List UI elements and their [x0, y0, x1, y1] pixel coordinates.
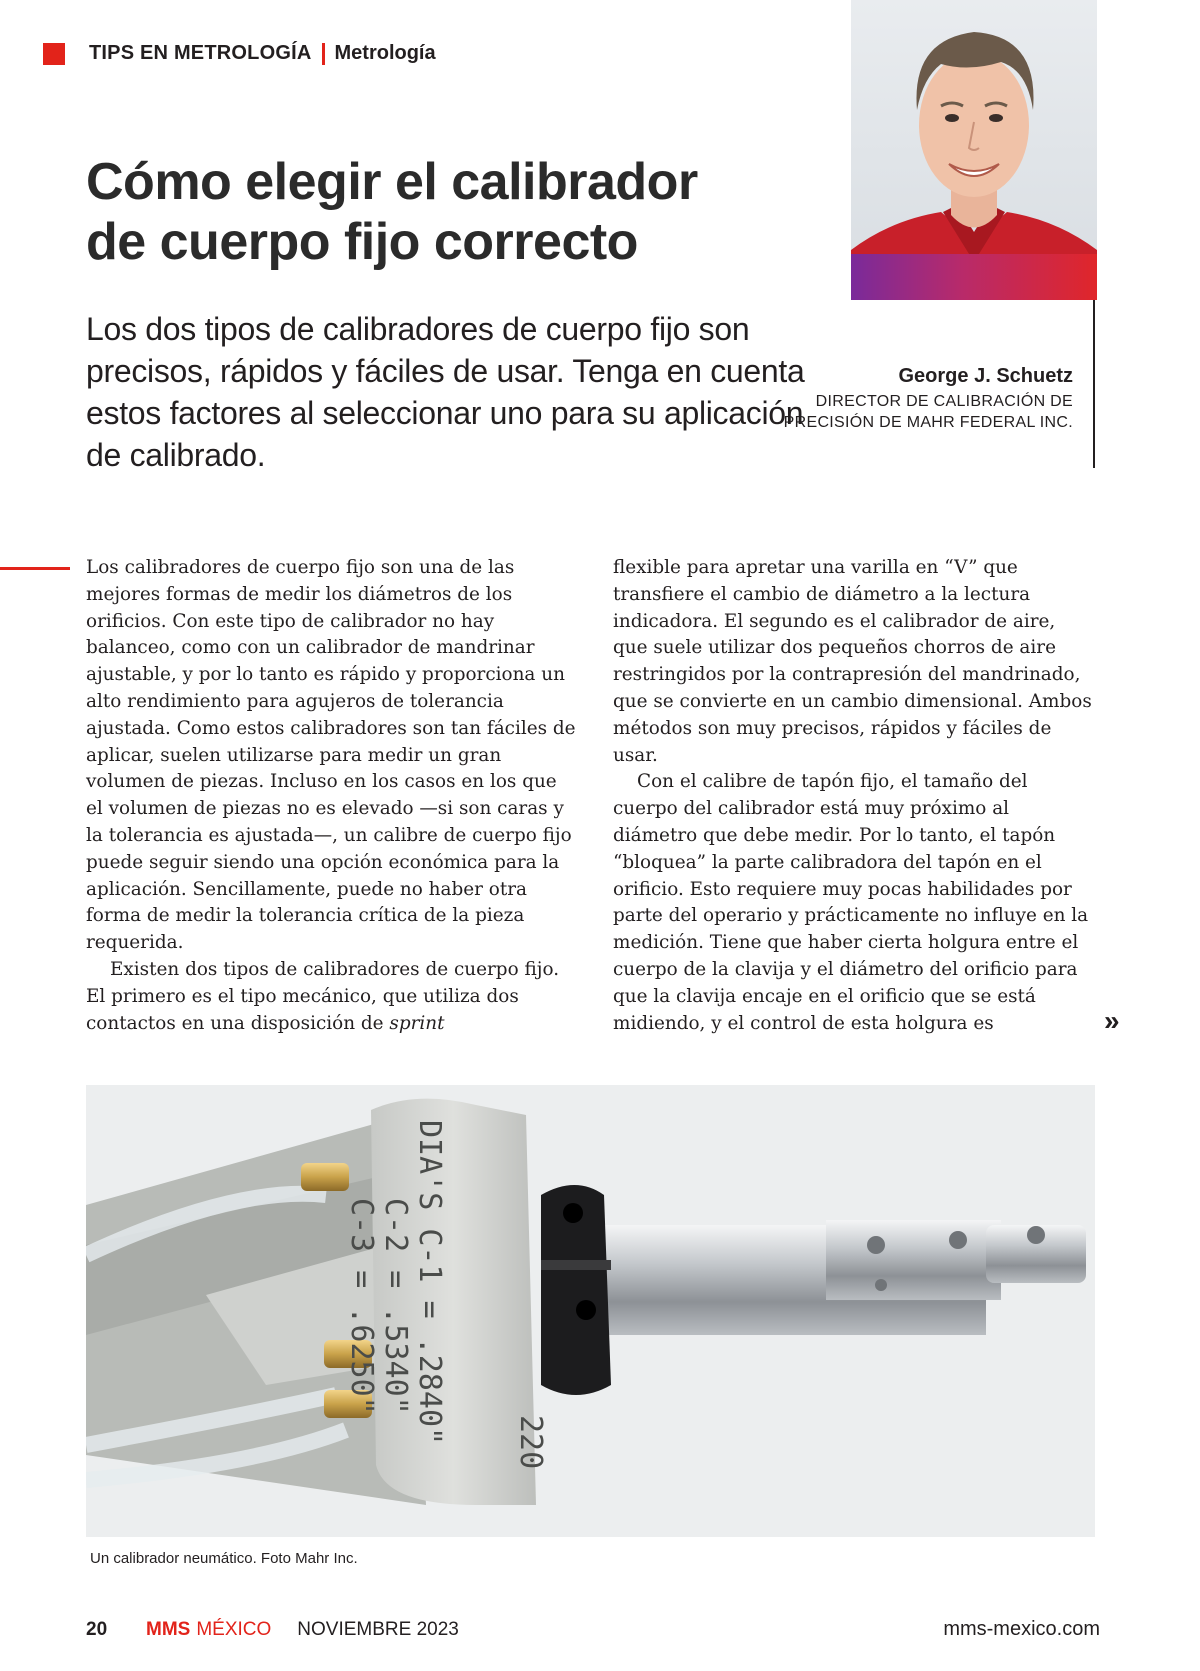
article-title-line-2: de cuerpo fijo correcto [86, 213, 638, 271]
body-paragraph-2-start [86, 957, 576, 1037]
section-label: TIPS EN METROLOGÍA [89, 42, 312, 64]
author-name: George J. Schuetz [898, 365, 1073, 387]
photo-ring-engraving-2: C-2 = .5340" [378, 1198, 413, 1415]
category-label: Metrología [334, 42, 436, 64]
photo-ring-engraving [344, 1120, 446, 1445]
section-header [43, 42, 436, 65]
author-photo [851, 0, 1097, 300]
body-paragraph-1: Los calibradores de cuerpo fijo son una de las mejores formas de medir los diámetros de los orificios. Con este tipo de calibrador no hay balanceo, como con un calibrador de mandrinar ajustable, y por lo tanto es rápido y proporciona un alto rendimiento para agujeros de tolerancia ajustada. Como estos calibradores son tan fáciles de aplicar, suelen utilizarse para medir un gran volumen de piezas. Incluso en los casos en los que el volumen de piezas no es elevado —si son caras y la tolerancia es ajustada—, un calibre de cuerpo fijo puede seguir siendo una opción económica para la aplicación. Sencillamente, puede no haber otra forma de medir la tolerancia crítica de la pieza requerida. [86, 557, 576, 954]
photo-caption: Un calibrador neumático. Foto Mahr Inc. [90, 1550, 358, 1567]
article-title [86, 152, 806, 272]
magazine-name-light: MÉXICO [196, 1619, 272, 1640]
photo-ring-engraving-1: C-1 = .2840" [412, 1228, 447, 1446]
author-photo-color-band [851, 254, 1097, 300]
magazine-url[interactable]: mms-mexico.com [943, 1618, 1100, 1640]
section-marker-square [43, 43, 65, 65]
body-column-1 [86, 555, 576, 1037]
magazine-name-bold: MMS [146, 1619, 191, 1640]
body-paragraph-2-text-a: Existen dos tipos de calibradores de cuerpo fijo. El primero es el tipo mecánico, que utiliza dos contactos en una disposición de [86, 958, 560, 1034]
body-paragraph-2-emphasis: sprint [389, 1012, 445, 1034]
photo-ring-engraving-top: DIA'S [412, 1120, 447, 1211]
page-number: 20 [86, 1619, 108, 1640]
body-paragraph-2-continued: flexible para apretar una varilla en “V” que transfiere el cambio de diámetro a la lectura indicadora. El segundo es el calibrador de aire, que suele utilizar dos pequeños chorros de aire restringidos por la contrapresión del mandrinado, que se convierte en un cambio dimensional. Ambos métodos son muy precisos, rápidos y fáciles de usar. [613, 557, 1092, 766]
body-paragraph-3: Con el calibre de tapón fijo, el tamaño del cuerpo del calibrador está muy próximo al diámetro que debe medir. Por lo tanto, el tapón “bloquea” la parte calibradora del tapón en el orificio. Esto requiere muy pocas habilidades por parte del operario y prácticamente no influye en la medición. Tiene que haber cierta holgura entre el cuerpo de la clavija y el diámetro del orificio para que la clavija encaje en el orificio que se está midiendo, y el control de esta holgura es [613, 771, 1089, 1034]
photo-ring-engraving-3: C-3 = .6250" [344, 1198, 379, 1415]
photo-ring-serial: 220 [513, 1415, 548, 1470]
body-column-2 [613, 555, 1093, 1037]
article-photo [86, 1085, 1095, 1537]
issue-date: NOVIEMBRE 2023 [297, 1619, 459, 1640]
continue-arrow-icon: » [1104, 1005, 1120, 1036]
author-role: DIRECTOR DE CALIBRACIÓN DE PRECISIÓN DE MAHR FEDERAL INC. [783, 393, 1073, 431]
body-start-rule [0, 567, 70, 570]
author-divider [1093, 300, 1095, 468]
page-footer [86, 1618, 1100, 1641]
section-divider [322, 43, 325, 65]
article-deck: Los dos tipos de calibradores de cuerpo fijo son precisos, rápidos y fáciles de usar. Tenga en cuenta estos factores al seleccionar uno para su aplicación de calibrado. [86, 311, 805, 473]
article-title-line-1: Cómo elegir el calibrador [86, 153, 698, 211]
